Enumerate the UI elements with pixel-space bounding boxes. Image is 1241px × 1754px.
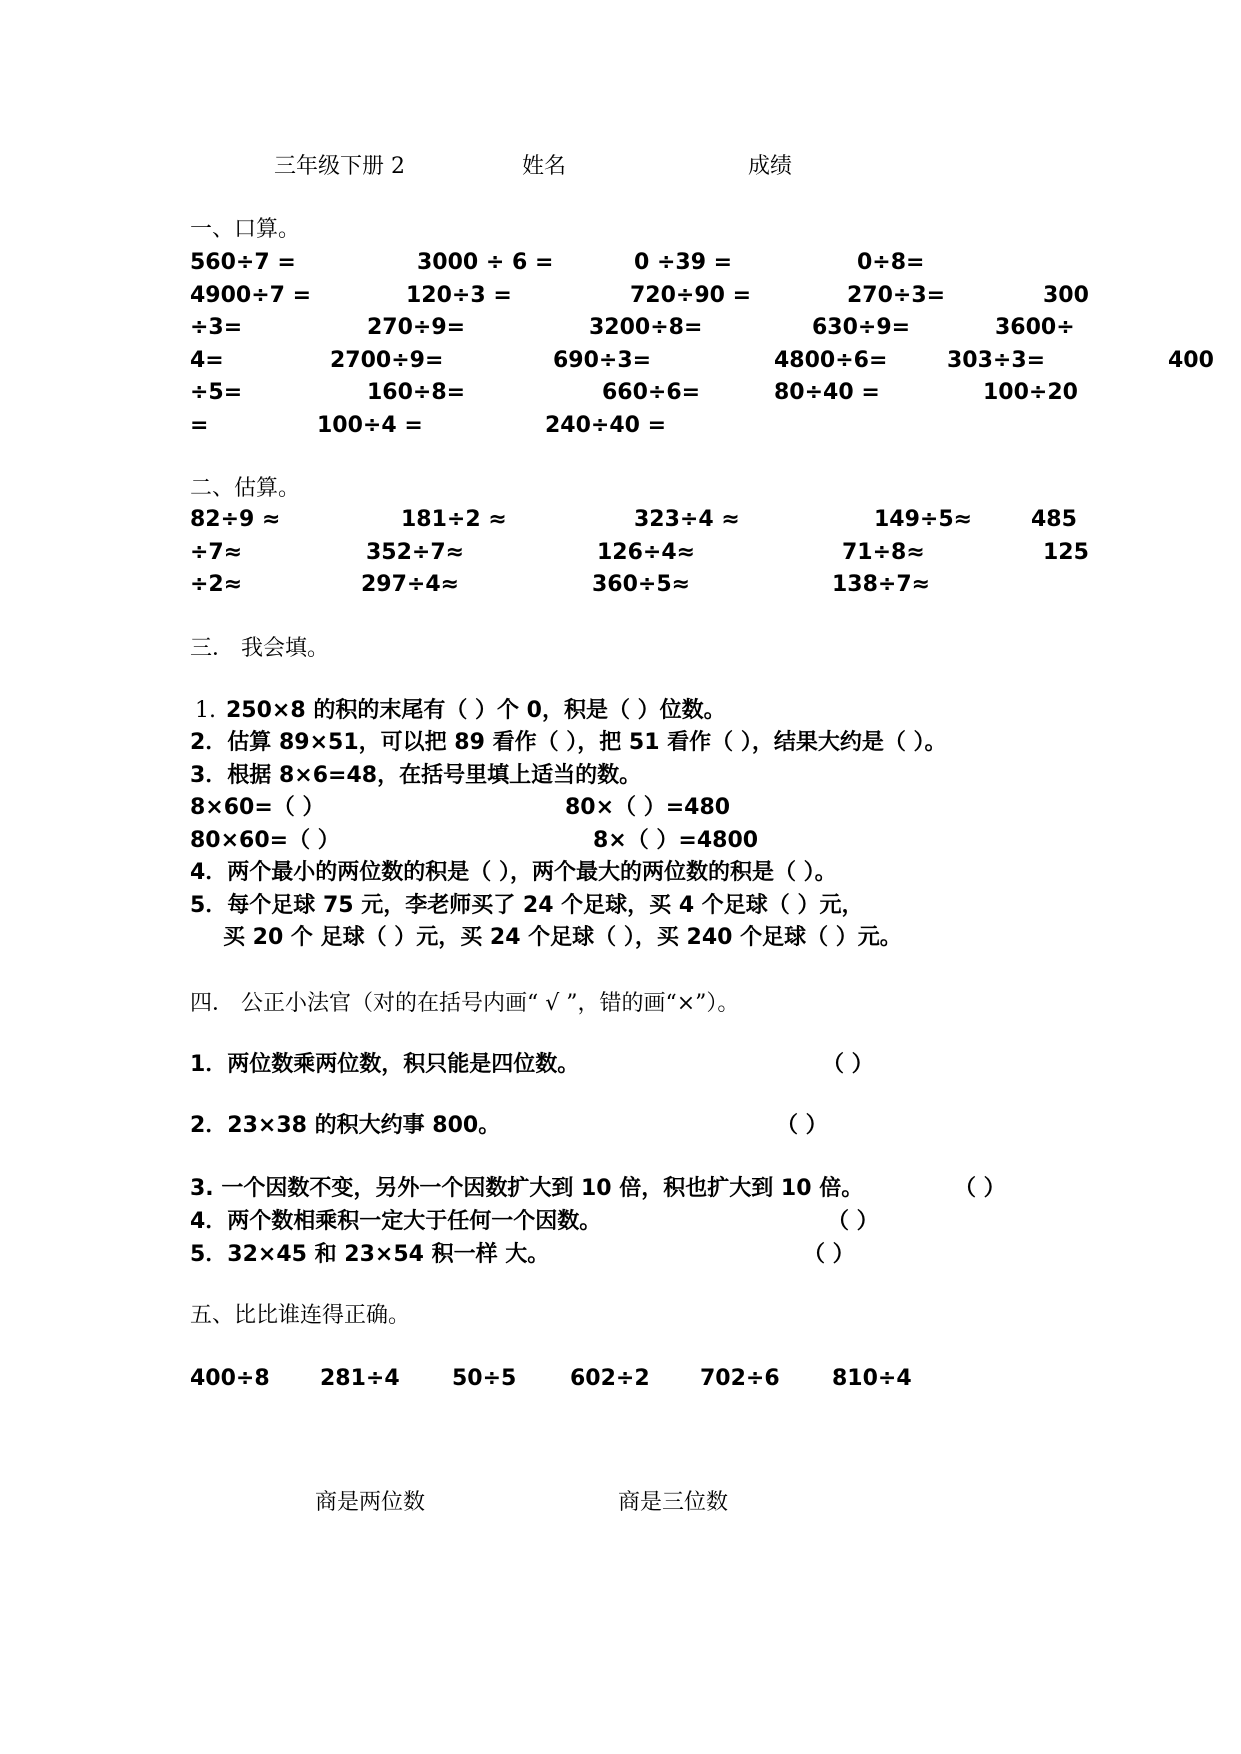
judge-item bbox=[0, 1238, 1241, 1272]
fill-question-3-row bbox=[0, 791, 1241, 825]
estimate-item: 360÷5≈ bbox=[592, 572, 691, 597]
question-text: 4．两个最小的两位数的积是（ ），两个最大的两位数的积是（ ）。 bbox=[190, 860, 837, 885]
grade-label: 三年级下册 2 bbox=[274, 154, 405, 179]
question-text: 250×8 的积的末尾有（ ）个 0，积是（ ）位数。 bbox=[226, 698, 726, 723]
estimate-item: 149÷5≈ bbox=[874, 507, 973, 532]
oral-calc-item: 690÷3= bbox=[553, 348, 652, 373]
section2-title: 二、估算。 bbox=[190, 476, 301, 501]
answer-paren: （ ） bbox=[803, 1242, 855, 1267]
judge-statement: 4．两个数相乘积一定大于任何一个因数。 bbox=[190, 1209, 602, 1234]
estimate-item: 125 bbox=[1043, 540, 1089, 565]
section2-title-line bbox=[0, 472, 1241, 506]
oral-calc-item: 4= bbox=[190, 348, 224, 373]
answer-paren: （ ） bbox=[776, 1113, 828, 1138]
oral-calc-row bbox=[0, 344, 1241, 378]
oral-calc-item: 3200÷8= bbox=[589, 315, 703, 340]
estimate-item: 352÷7≈ bbox=[366, 540, 465, 565]
category-two-digit: 商是两位数 bbox=[315, 1490, 426, 1515]
estimate-row bbox=[0, 568, 1241, 602]
oral-calc-row bbox=[0, 246, 1241, 280]
blank-expression: 80×60=（ ） bbox=[190, 828, 340, 853]
oral-calc-item: 270÷3= bbox=[847, 283, 946, 308]
oral-calc-item: 100÷4 = bbox=[317, 413, 423, 438]
question-text: 5．每个足球 75 元，李老师买了 24 个足球，买 4 个足球（ ）元， bbox=[190, 893, 864, 918]
section4-title-line bbox=[0, 987, 1241, 1021]
oral-calc-item: 240÷40 = bbox=[545, 413, 667, 438]
estimate-item: 297÷4≈ bbox=[361, 572, 460, 597]
worksheet-header bbox=[0, 150, 1241, 184]
estimate-row bbox=[0, 503, 1241, 537]
judge-statement: 2．23×38 的积大约事 800。 bbox=[190, 1113, 501, 1138]
answer-paren: （ ） bbox=[827, 1209, 879, 1234]
blank-expression: 8×60=（ ） bbox=[190, 795, 325, 820]
oral-calc-item: 120÷3 = bbox=[406, 283, 512, 308]
judge-item bbox=[0, 1048, 1241, 1082]
division-expression: 281÷4 bbox=[320, 1366, 400, 1391]
judge-statement: 5．32×45 和 23×54 积一样 大。 bbox=[190, 1242, 550, 1267]
fill-question-5 bbox=[0, 889, 1241, 923]
score-label: 成绩 bbox=[748, 154, 793, 179]
question-text: 买 20 个 足球（ ）元，买 24 个足球（ ），买 240 个足球（ ）元。 bbox=[223, 925, 902, 950]
judge-item bbox=[0, 1109, 1241, 1143]
oral-calc-item: 160÷8= bbox=[367, 380, 466, 405]
estimate-item: ÷2≈ bbox=[190, 572, 243, 597]
estimate-item: ÷7≈ bbox=[190, 540, 243, 565]
oral-calc-item: 560÷7 = bbox=[190, 250, 296, 275]
answer-paren: （ ） bbox=[954, 1176, 1006, 1201]
oral-calc-item: 0÷8= bbox=[857, 250, 925, 275]
fill-question-1 bbox=[0, 694, 1241, 728]
estimate-item: 71÷8≈ bbox=[842, 540, 925, 565]
blank-expression: 80×（ ）=480 bbox=[565, 795, 731, 820]
question-number: 1. bbox=[195, 698, 216, 723]
division-expressions-row bbox=[0, 1362, 1241, 1396]
name-label: 姓名 bbox=[522, 154, 567, 179]
oral-calc-row bbox=[0, 409, 1241, 443]
oral-calc-item: 720÷90 = bbox=[630, 283, 752, 308]
oral-calc-item: 100÷20 bbox=[983, 380, 1078, 405]
oral-calc-item: 630÷9= bbox=[812, 315, 911, 340]
question-text: 3．根据 8×6=48，在括号里填上适当的数。 bbox=[190, 763, 642, 788]
section4-title: 四． 公正小法官（对的在括号内画“ √ ”，错的画“×”）。 bbox=[190, 991, 740, 1016]
judge-item bbox=[0, 1205, 1241, 1239]
category-three-digit: 商是三位数 bbox=[618, 1490, 729, 1515]
section3-title-line bbox=[0, 632, 1241, 666]
estimate-item: 485 bbox=[1031, 507, 1077, 532]
oral-calc-row bbox=[0, 376, 1241, 410]
division-expression: 810÷4 bbox=[832, 1366, 912, 1391]
section5-title: 五、比比谁连得正确。 bbox=[190, 1303, 411, 1328]
fill-question-2 bbox=[0, 726, 1241, 760]
oral-calc-item: 0 ÷39 = bbox=[634, 250, 733, 275]
estimate-row bbox=[0, 536, 1241, 570]
oral-calc-item: = bbox=[190, 413, 209, 438]
oral-calc-item: 80÷40 = bbox=[774, 380, 880, 405]
fill-question-4 bbox=[0, 856, 1241, 890]
blank-expression: 8×（ ）=4800 bbox=[593, 828, 759, 853]
oral-calc-item: 400 bbox=[1168, 348, 1214, 373]
estimate-item: 323÷4 ≈ bbox=[634, 507, 740, 532]
section1-title-line bbox=[0, 213, 1241, 247]
section5-title-line bbox=[0, 1299, 1241, 1333]
division-expression: 400÷8 bbox=[190, 1366, 270, 1391]
estimate-item: 181÷2 ≈ bbox=[401, 507, 507, 532]
estimate-item: 126÷4≈ bbox=[597, 540, 696, 565]
division-expression: 50÷5 bbox=[452, 1366, 517, 1391]
fill-question-3 bbox=[0, 759, 1241, 793]
oral-calc-item: 660÷6= bbox=[602, 380, 701, 405]
oral-calc-item: 3000 ÷ 6 = bbox=[417, 250, 554, 275]
oral-calc-item: 4800÷6= bbox=[774, 348, 888, 373]
judge-item bbox=[0, 1172, 1241, 1206]
answer-paren: （ ） bbox=[822, 1052, 874, 1077]
fill-question-3-row bbox=[0, 824, 1241, 858]
division-expression: 702÷6 bbox=[700, 1366, 780, 1391]
section3-title: 三． 我会填。 bbox=[190, 636, 329, 661]
oral-calc-item: ÷5= bbox=[190, 380, 243, 405]
estimate-item: 138÷7≈ bbox=[832, 572, 931, 597]
oral-calc-item: 303÷3= bbox=[947, 348, 1046, 373]
oral-calc-row bbox=[0, 311, 1241, 345]
estimate-item: 82÷9 ≈ bbox=[190, 507, 281, 532]
question-text: 2．估算 89×51，可以把 89 看作（ ），把 51 看作（ ），结果大约是（ ）。 bbox=[190, 730, 947, 755]
judge-statement: 3. 一个因数不变，另外一个因数扩大到 10 倍，积也扩大到 10 倍。 bbox=[190, 1176, 864, 1201]
oral-calc-row bbox=[0, 279, 1241, 313]
fill-question-5-cont bbox=[0, 921, 1241, 955]
oral-calc-item: 3600÷ bbox=[995, 315, 1075, 340]
oral-calc-item: 300 bbox=[1043, 283, 1089, 308]
oral-calc-item: 2700÷9= bbox=[330, 348, 444, 373]
oral-calc-item: 270÷9= bbox=[367, 315, 466, 340]
section1-title: 一、口算。 bbox=[190, 217, 301, 242]
division-expression: 602÷2 bbox=[570, 1366, 650, 1391]
oral-calc-item: ÷3= bbox=[190, 315, 243, 340]
quotient-categories-row bbox=[0, 1486, 1241, 1520]
oral-calc-item: 4900÷7 = bbox=[190, 283, 312, 308]
judge-statement: 1．两位数乘两位数，积只能是四位数。 bbox=[190, 1052, 580, 1077]
